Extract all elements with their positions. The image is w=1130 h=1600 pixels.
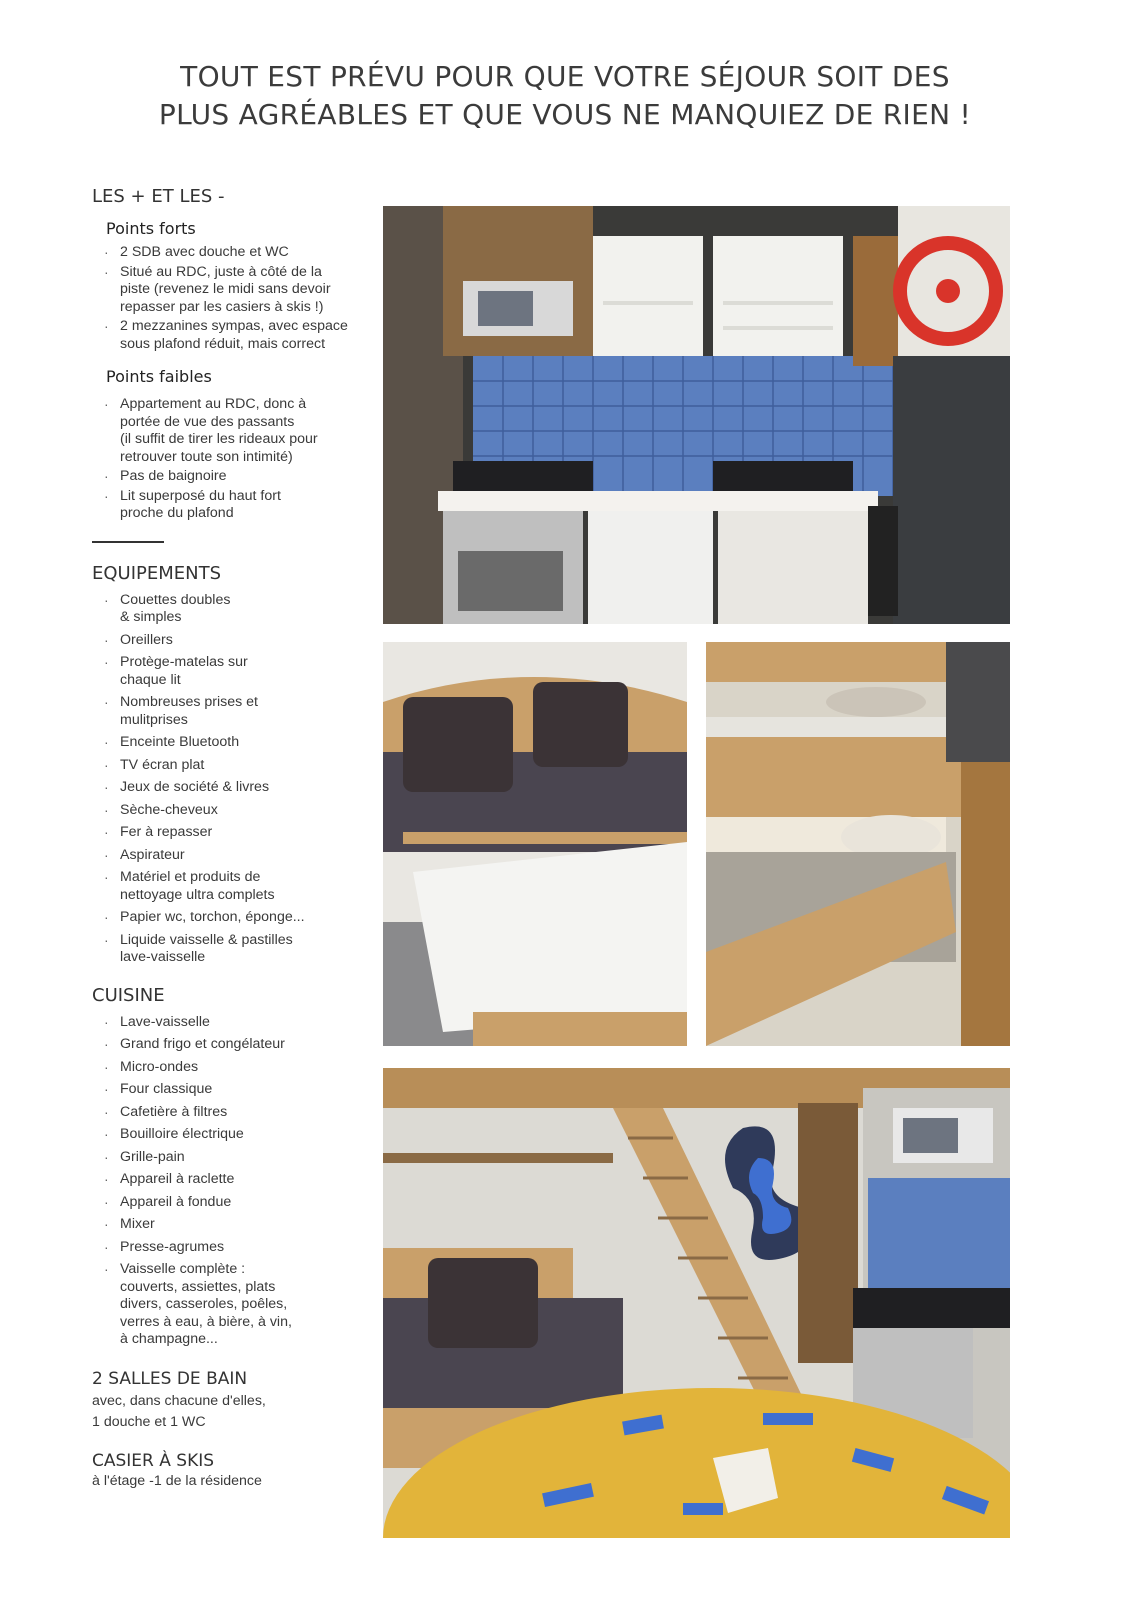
list-item-line: à champagne... bbox=[120, 1331, 218, 1347]
list-item bbox=[120, 694, 372, 729]
list-item-line: repasser par les casiers à skis !) bbox=[120, 298, 324, 315]
equipment-heading: EQUIPEMENTS bbox=[92, 562, 222, 584]
list-item-line: · Sèche-cheveux bbox=[120, 801, 218, 818]
list-item-line: · Papier wc, torchon, éponge... bbox=[120, 909, 305, 925]
list-item-line: · Pas de baignoire bbox=[120, 468, 227, 484]
bathrooms-line-2: 1 douche et 1 WC bbox=[92, 1413, 206, 1430]
weaknesses-heading: Points faibles bbox=[106, 367, 212, 386]
list-item-line: · Fer à repasser bbox=[120, 824, 213, 840]
list-item-line: chaque lit bbox=[120, 671, 181, 688]
list-item bbox=[120, 779, 372, 797]
list-item-line: · Couettes doubles bbox=[120, 591, 231, 608]
ski-locker-line-1: à l'étage -1 de la résidence bbox=[92, 1472, 262, 1489]
list-item-line: · Matériel et produits de bbox=[120, 869, 261, 885]
list-item bbox=[120, 802, 372, 820]
list-item-line: lave-vaisselle bbox=[120, 949, 206, 965]
list-item-line: · Nombreuses prises et bbox=[120, 694, 258, 710]
list-item bbox=[120, 318, 372, 353]
weaknesses-list bbox=[92, 396, 372, 523]
list-item bbox=[120, 1239, 372, 1257]
bathrooms-heading: 2 SALLES DE BAIN bbox=[92, 1368, 248, 1389]
list-item-line: · Bouilloire électrique bbox=[120, 1126, 244, 1142]
list-item bbox=[120, 1104, 372, 1122]
list-item-line: · 2 mezzanines sympas, avec espace bbox=[120, 318, 348, 334]
feature-column bbox=[92, 186, 372, 1492]
list-item bbox=[120, 1036, 372, 1054]
strengths-list bbox=[92, 244, 372, 353]
list-item-line: · Lave-vaisselle bbox=[120, 1013, 210, 1030]
list-item bbox=[120, 468, 372, 486]
list-item-line: · Oreillers bbox=[120, 631, 173, 648]
list-item-line: nettoyage ultra complets bbox=[120, 886, 275, 903]
sofa-bed-photo bbox=[383, 642, 687, 1046]
list-item bbox=[120, 909, 372, 927]
list-item-line: · Situé au RDC, juste à côté de la bbox=[120, 263, 322, 280]
list-item bbox=[120, 632, 372, 650]
kitchen-list bbox=[92, 1014, 372, 1349]
list-item bbox=[120, 932, 372, 967]
list-item bbox=[120, 1014, 372, 1032]
list-item bbox=[120, 824, 372, 842]
list-item-line: · Grille-pain bbox=[120, 1148, 185, 1165]
list-item-line: · Appartement au RDC, donc à bbox=[120, 396, 307, 412]
list-item-line: · 2 SDB avec douche et WC bbox=[120, 244, 289, 260]
list-item-line: · Jeux de société & livres bbox=[120, 779, 270, 795]
list-item bbox=[120, 847, 372, 865]
list-item bbox=[120, 244, 372, 262]
list-item-line: · Vaisselle complète : bbox=[120, 1261, 246, 1277]
list-item bbox=[120, 654, 372, 689]
list-item bbox=[120, 1216, 372, 1234]
equipment-list bbox=[92, 592, 372, 967]
list-item bbox=[120, 1171, 372, 1189]
title-line-2: PLUS AGRÉABLES ET QUE VOUS NE MANQUIEZ DE RIEN ! bbox=[158, 98, 972, 131]
list-item bbox=[120, 592, 372, 627]
list-item-line: divers, casseroles, poêles, bbox=[120, 1296, 288, 1312]
list-item bbox=[120, 1059, 372, 1077]
list-item-line: · Mixer bbox=[120, 1216, 155, 1232]
list-item bbox=[120, 757, 372, 775]
list-item-line: · Presse-agrumes bbox=[120, 1238, 225, 1255]
list-item bbox=[120, 264, 372, 317]
list-item-line: · Four classique bbox=[120, 1081, 213, 1097]
list-item-line: · Grand frigo et congélateur bbox=[120, 1036, 285, 1052]
list-item-line: · Appareil à fondue bbox=[120, 1193, 232, 1210]
list-item-line: piste (revenez le midi sans devoir bbox=[120, 281, 331, 297]
list-item bbox=[120, 869, 372, 904]
list-item bbox=[120, 1261, 372, 1349]
living-room-photo bbox=[383, 1068, 1010, 1538]
list-item-line: proche du plafond bbox=[120, 505, 234, 521]
list-item-line: · Cafetière à filtres bbox=[120, 1103, 228, 1120]
title-line-1: TOUT EST PRÉVU POUR QUE VOTRE SÉJOUR SOIT DES bbox=[180, 60, 950, 93]
kitchen-photo bbox=[383, 206, 1010, 624]
list-item-line: · TV écran plat bbox=[120, 756, 205, 773]
page-title bbox=[0, 58, 1130, 134]
list-item bbox=[120, 1081, 372, 1099]
list-item-line: portée de vue des passants bbox=[120, 413, 295, 430]
kitchen-heading: CUISINE bbox=[92, 984, 165, 1006]
plus-minus-heading: LES + ET LES - bbox=[92, 186, 225, 207]
list-item-line: mulitprises bbox=[120, 711, 188, 728]
list-item-line: · Protège-matelas sur bbox=[120, 654, 248, 670]
list-item-line: · Appareil à raclette bbox=[120, 1171, 235, 1187]
list-item-line: · Enceinte Bluetooth bbox=[120, 734, 240, 750]
strengths-heading: Points forts bbox=[106, 219, 196, 238]
list-item bbox=[120, 396, 372, 466]
list-item-line: · Aspirateur bbox=[120, 846, 185, 863]
list-item bbox=[120, 1126, 372, 1144]
list-item bbox=[120, 1194, 372, 1212]
list-item bbox=[120, 488, 372, 523]
list-item-line: couverts, assiettes, plats bbox=[120, 1278, 276, 1295]
list-item-line: · Lit superposé du haut fort bbox=[120, 487, 281, 504]
ski-locker-heading: CASIER À SKIS bbox=[92, 1450, 215, 1471]
list-item-line: verres à eau, à bière, à vin, bbox=[120, 1313, 292, 1330]
list-item-line: retrouver toute son intimité) bbox=[120, 448, 293, 465]
bathrooms-line-1: avec, dans chacune d'elles, bbox=[92, 1392, 266, 1409]
list-item-line: · Liquide vaisselle & pastilles bbox=[120, 931, 293, 948]
list-item-line: sous plafond réduit, mais correct bbox=[120, 335, 326, 352]
section-divider bbox=[92, 541, 164, 543]
list-item bbox=[120, 1149, 372, 1167]
list-item-line: · Micro-ondes bbox=[120, 1058, 199, 1075]
list-item-line: (il suffit de tirer les rideaux pour bbox=[120, 431, 318, 447]
bunk-bed-photo bbox=[706, 642, 1010, 1046]
list-item-line: & simples bbox=[120, 609, 182, 625]
list-item bbox=[120, 734, 372, 752]
